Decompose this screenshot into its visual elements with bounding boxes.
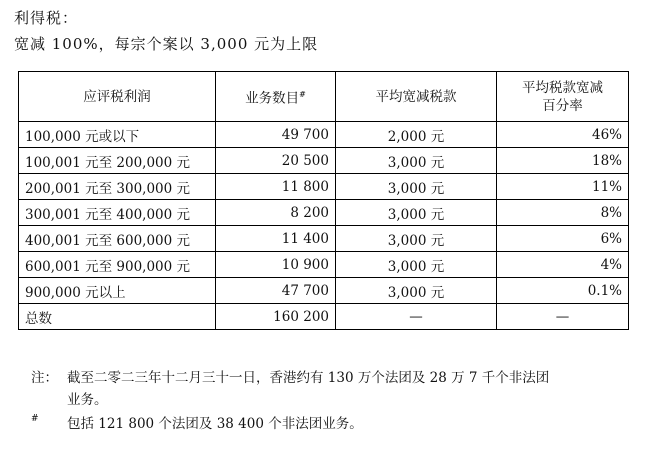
cell-cases: 10 900 xyxy=(216,252,336,278)
cell-avg-reduction: 3,000 元 xyxy=(336,278,497,304)
header-label: 平均宽减税款 xyxy=(375,88,457,105)
profits-tax-reduction-table xyxy=(18,71,629,330)
footnote-text: 包括 121 800 个法团及 38 400 个非法团业务。 xyxy=(67,416,363,432)
cell-cases: 49 700 xyxy=(216,122,336,148)
cell-total-percentage: — xyxy=(497,304,629,330)
table-total-row xyxy=(19,304,629,330)
cell-avg-reduction: 3,000 元 xyxy=(336,252,497,278)
cell-band: 200,001 元至 300,000 元 xyxy=(19,174,216,200)
table-row xyxy=(19,174,629,200)
cell-percentage: 46% xyxy=(497,122,629,148)
cell-total-cases: 160 200 xyxy=(216,304,336,330)
cell-avg-reduction: 2,000 元 xyxy=(336,122,497,148)
cell-cases: 11 400 xyxy=(216,226,336,252)
cell-cases: 20 500 xyxy=(216,148,336,174)
cell-total-label: 总数 xyxy=(19,304,216,330)
footnote-marker: # xyxy=(299,89,306,99)
cell-band: 100,000 元或以下 xyxy=(19,122,216,148)
cell-avg-reduction: 3,000 元 xyxy=(336,174,497,200)
cell-band: 300,001 元至 400,000 元 xyxy=(19,200,216,226)
header-number-of-businesses xyxy=(216,72,336,122)
note-line1: 截至二零二三年十二月三十一日，香港约有 130 万个法团及 28 万 7 千个非法团 xyxy=(67,370,550,386)
cell-avg-reduction: 3,000 元 xyxy=(336,200,497,226)
cell-avg-reduction: 3,000 元 xyxy=(336,148,497,174)
note-text xyxy=(67,367,549,411)
cell-cases: 8 200 xyxy=(216,200,336,226)
cell-percentage: 8% xyxy=(497,200,629,226)
section-subtitle: 宽减 100%，每宗个案以 3,000 元为上限 xyxy=(14,35,319,53)
table-row xyxy=(19,226,629,252)
header-average-reduction xyxy=(336,72,497,122)
table-row xyxy=(19,278,629,304)
cell-avg-reduction: 3,000 元 xyxy=(336,226,497,252)
cell-cases: 47 700 xyxy=(216,278,336,304)
cell-band: 900,000 元以上 xyxy=(19,278,216,304)
note-label: 注： xyxy=(31,370,58,386)
header-average-percentage xyxy=(497,72,629,122)
header-assessable-profits xyxy=(19,72,216,122)
cell-band: 600,001 元至 900,000 元 xyxy=(19,252,216,278)
cell-percentage: 0.1% xyxy=(497,278,629,304)
table-row xyxy=(19,200,629,226)
header-label: 业务数目 xyxy=(245,90,300,107)
header-label-line2: 百分率 xyxy=(542,97,583,114)
cell-percentage: 4% xyxy=(497,252,629,278)
cell-band: 400,001 元至 600,000 元 xyxy=(19,226,216,252)
cell-band: 100,001 元至 200,000 元 xyxy=(19,148,216,174)
note-line2: 业务。 xyxy=(67,392,108,408)
table-header-row xyxy=(19,72,629,122)
table-row xyxy=(19,122,629,148)
cell-total-avg-reduction: — xyxy=(336,304,497,330)
header-label-line1: 平均税款宽减 xyxy=(522,79,603,96)
footnote-marker: # xyxy=(31,414,39,424)
section-title: 利得税： xyxy=(14,9,79,27)
cell-percentage: 6% xyxy=(497,226,629,252)
table-row xyxy=(19,252,629,278)
cell-cases: 11 800 xyxy=(216,174,336,200)
cell-percentage: 18% xyxy=(497,148,629,174)
table-row xyxy=(19,148,629,174)
header-label: 应评税利润 xyxy=(83,88,151,105)
cell-percentage: 11% xyxy=(497,174,629,200)
